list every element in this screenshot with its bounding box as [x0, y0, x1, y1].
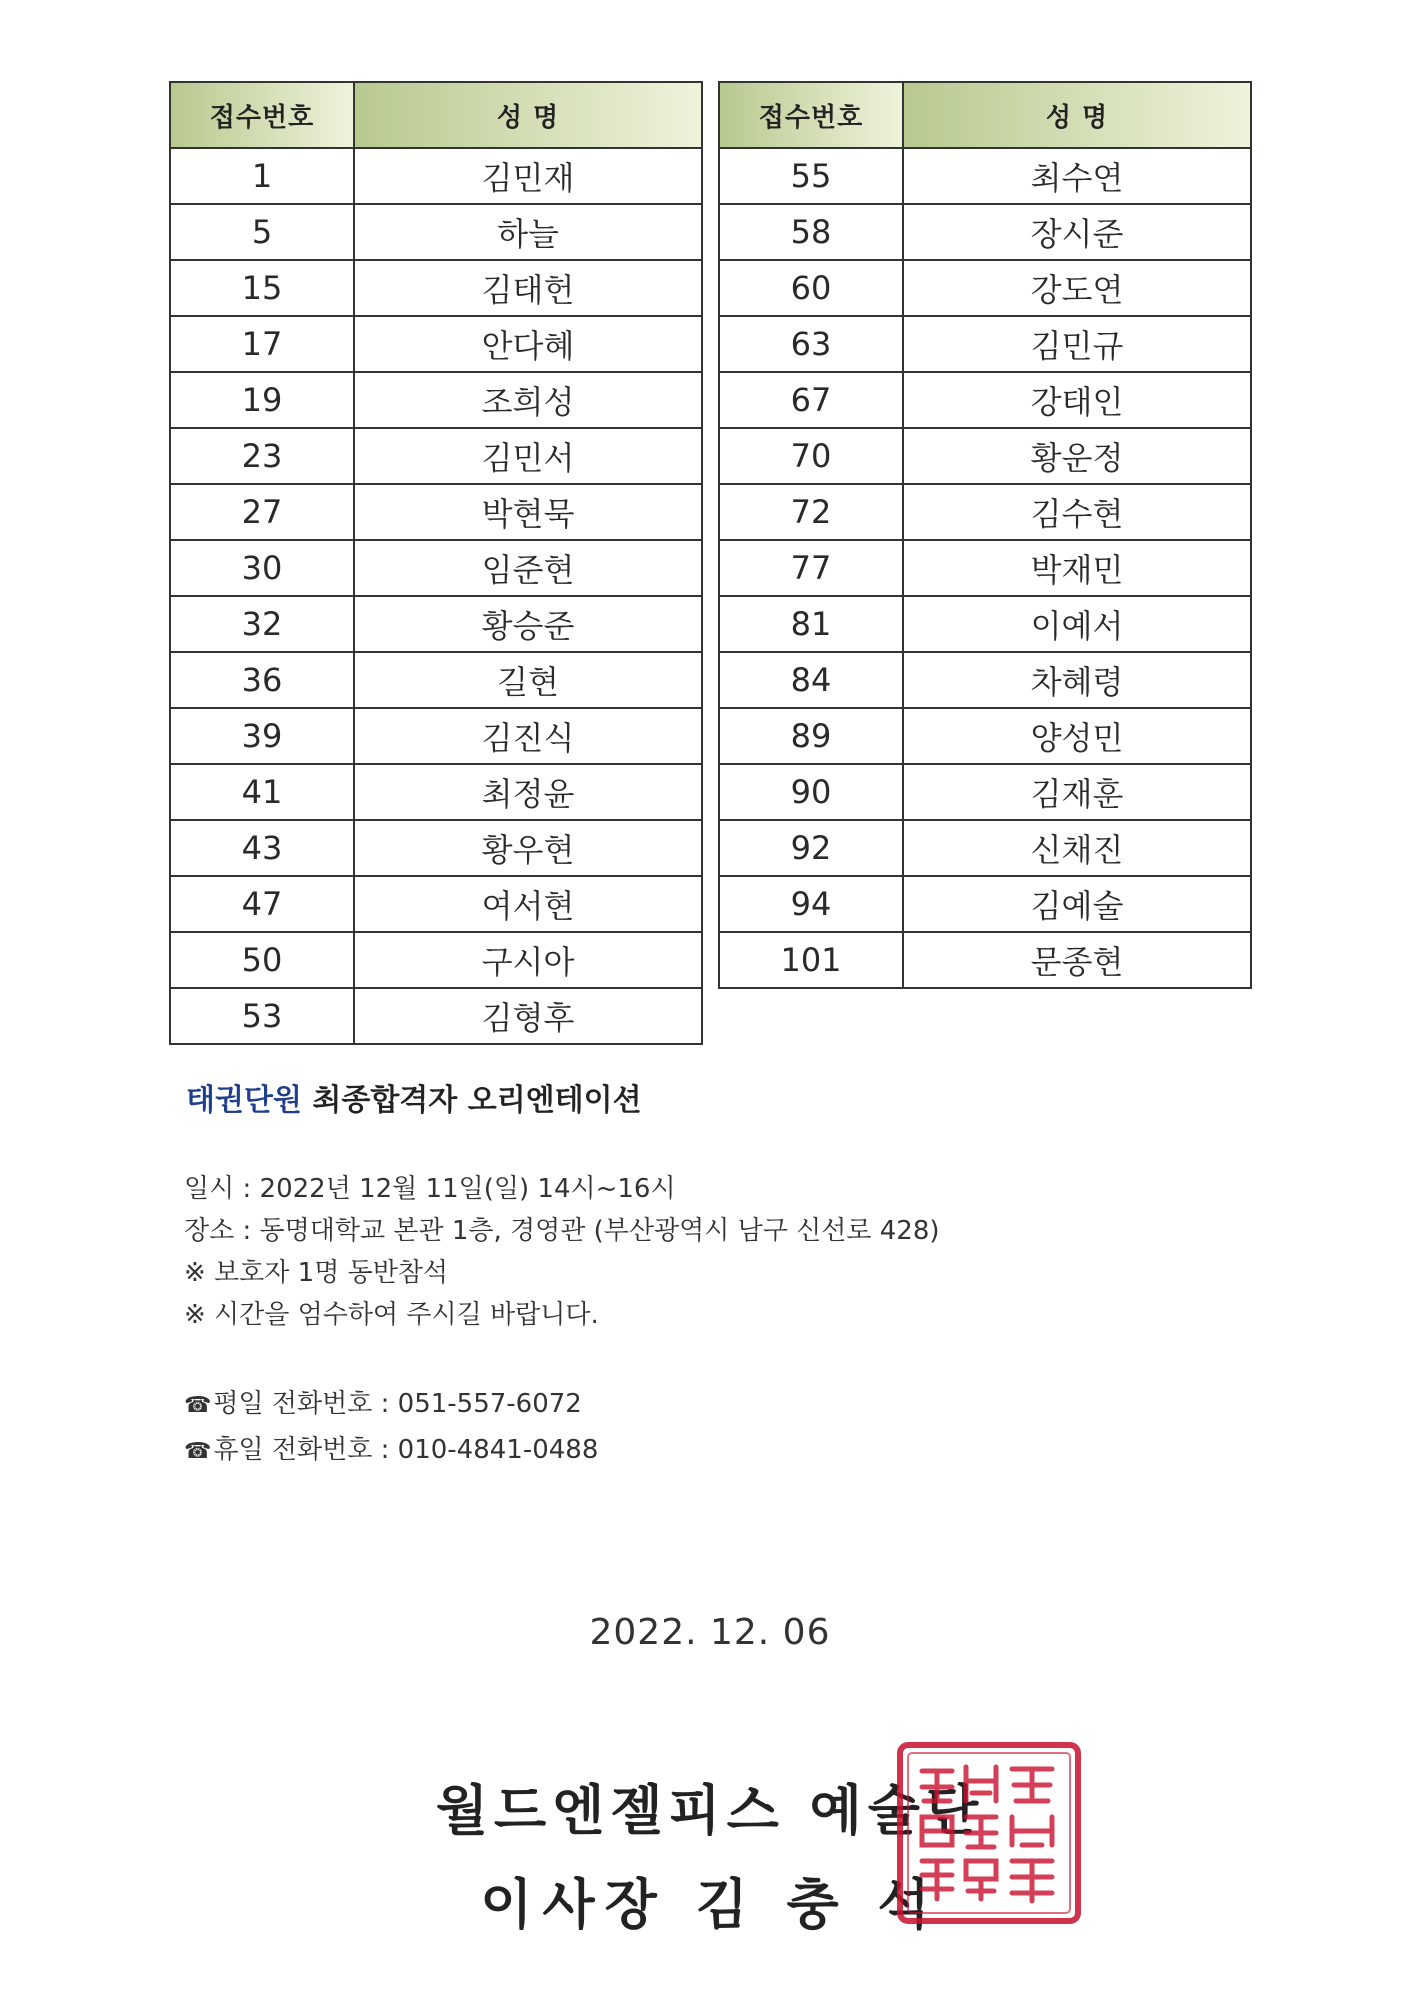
header-name: 성 명 [903, 82, 1251, 148]
row-number: 63 [719, 316, 903, 372]
row-name: 김수현 [903, 484, 1251, 540]
row-number: 58 [719, 204, 903, 260]
table-row [719, 372, 1251, 428]
header-number: 접수번호 [719, 82, 903, 148]
table-row [719, 428, 1251, 484]
applicant-table-right [718, 81, 1252, 989]
applicant-table-left [169, 81, 703, 1045]
row-name: 황운정 [903, 428, 1251, 484]
row-name: 최수연 [903, 148, 1251, 204]
row-number: 92 [719, 820, 903, 876]
row-number: 19 [170, 372, 354, 428]
row-number: 23 [170, 428, 354, 484]
row-name: 김예술 [903, 876, 1251, 932]
table-row [719, 596, 1251, 652]
row-name: 차혜령 [903, 652, 1251, 708]
table-row [719, 764, 1251, 820]
row-name: 문종현 [903, 932, 1251, 988]
event-datetime: 일시 : 2022년 12월 11일(일) 14시~16시 [184, 1174, 676, 1204]
row-name: 박현묵 [354, 484, 702, 540]
row-name: 강태인 [903, 372, 1251, 428]
row-name: 황우현 [354, 820, 702, 876]
row-name: 이예서 [903, 596, 1251, 652]
row-name: 김재훈 [903, 764, 1251, 820]
row-number: 72 [719, 484, 903, 540]
row-number: 55 [719, 148, 903, 204]
row-number: 43 [170, 820, 354, 876]
chairman-name: 이사장 김 충 석 [480, 1873, 940, 1936]
weekday-contact [184, 1382, 598, 1428]
row-name: 최정윤 [354, 764, 702, 820]
headline-accent: 태권단원 [186, 1083, 302, 1118]
row-number: 17 [170, 316, 354, 372]
contact-info [184, 1382, 598, 1474]
row-name: 장시준 [903, 204, 1251, 260]
table-row [170, 820, 702, 876]
table-header-row [719, 82, 1251, 148]
row-number: 77 [719, 540, 903, 596]
table-row [719, 484, 1251, 540]
row-number: 84 [719, 652, 903, 708]
row-number: 15 [170, 260, 354, 316]
row-number: 70 [719, 428, 903, 484]
row-name: 구시아 [354, 932, 702, 988]
event-note-guardian: ※ 보호자 1명 동반참석 [184, 1258, 449, 1288]
event-details [184, 1168, 940, 1336]
official-seal [896, 1741, 1082, 1925]
row-name: 조희성 [354, 372, 702, 428]
orientation-headline [186, 1075, 642, 1119]
table-row [170, 372, 702, 428]
table-row [719, 932, 1251, 988]
document-date: 2022. 12. 06 [589, 1612, 831, 1653]
row-number: 27 [170, 484, 354, 540]
row-name: 김진식 [354, 708, 702, 764]
row-name: 양성민 [903, 708, 1251, 764]
holiday-phone: 휴일 전화번호 : 010-4841-0488 [213, 1435, 599, 1465]
table-row [170, 428, 702, 484]
weekday-phone: 평일 전화번호 : 051-557-6072 [213, 1389, 582, 1419]
table-row [170, 876, 702, 932]
row-number: 32 [170, 596, 354, 652]
row-number: 94 [719, 876, 903, 932]
row-name: 박재민 [903, 540, 1251, 596]
row-number: 39 [170, 708, 354, 764]
phone-icon: ☎ [184, 1439, 212, 1464]
table-row [719, 204, 1251, 260]
table-row [719, 820, 1251, 876]
row-number: 53 [170, 988, 354, 1044]
row-number: 41 [170, 764, 354, 820]
organization-name: 월드엔젤피스 예술단 [435, 1779, 985, 1842]
table-row [170, 652, 702, 708]
phone-icon: ☎ [184, 1393, 212, 1418]
row-name: 김태헌 [354, 260, 702, 316]
row-number: 1 [170, 148, 354, 204]
row-number: 30 [170, 540, 354, 596]
row-number: 50 [170, 932, 354, 988]
row-name: 김민서 [354, 428, 702, 484]
row-name: 김형후 [354, 988, 702, 1044]
row-number: 101 [719, 932, 903, 988]
table-row [170, 148, 702, 204]
holiday-contact [184, 1428, 598, 1474]
row-number: 89 [719, 708, 903, 764]
row-name: 안다혜 [354, 316, 702, 372]
row-number: 81 [719, 596, 903, 652]
table-row [719, 540, 1251, 596]
table-row [170, 932, 702, 988]
header-name: 성 명 [354, 82, 702, 148]
table-row [719, 316, 1251, 372]
table-row [170, 596, 702, 652]
row-name: 여서현 [354, 876, 702, 932]
row-name: 길현 [354, 652, 702, 708]
table-row [719, 260, 1251, 316]
row-name: 하늘 [354, 204, 702, 260]
table-row [170, 988, 702, 1044]
table-header-row [170, 82, 702, 148]
table-row [170, 204, 702, 260]
row-name: 김민재 [354, 148, 702, 204]
row-number: 90 [719, 764, 903, 820]
row-name: 임준현 [354, 540, 702, 596]
table-row [170, 316, 702, 372]
table-row [170, 540, 702, 596]
table-row [170, 708, 702, 764]
row-number: 36 [170, 652, 354, 708]
table-row [170, 484, 702, 540]
row-number: 47 [170, 876, 354, 932]
row-name: 신채진 [903, 820, 1251, 876]
table-row [719, 876, 1251, 932]
event-place: 장소 : 동명대학교 본관 1층, 경영관 (부산광역시 남구 신선로 428) [184, 1216, 940, 1246]
table-row [170, 764, 702, 820]
header-number: 접수번호 [170, 82, 354, 148]
table-row [719, 652, 1251, 708]
row-name: 강도연 [903, 260, 1251, 316]
row-number: 5 [170, 204, 354, 260]
table-row [719, 708, 1251, 764]
table-row [719, 148, 1251, 204]
row-name: 황승준 [354, 596, 702, 652]
row-number: 60 [719, 260, 903, 316]
headline-rest: 최종합격자 오리엔테이션 [301, 1083, 642, 1118]
event-note-punctual: ※ 시간을 엄수하여 주시길 바랍니다. [184, 1300, 599, 1330]
table-row [170, 260, 702, 316]
row-number: 67 [719, 372, 903, 428]
row-name: 김민규 [903, 316, 1251, 372]
